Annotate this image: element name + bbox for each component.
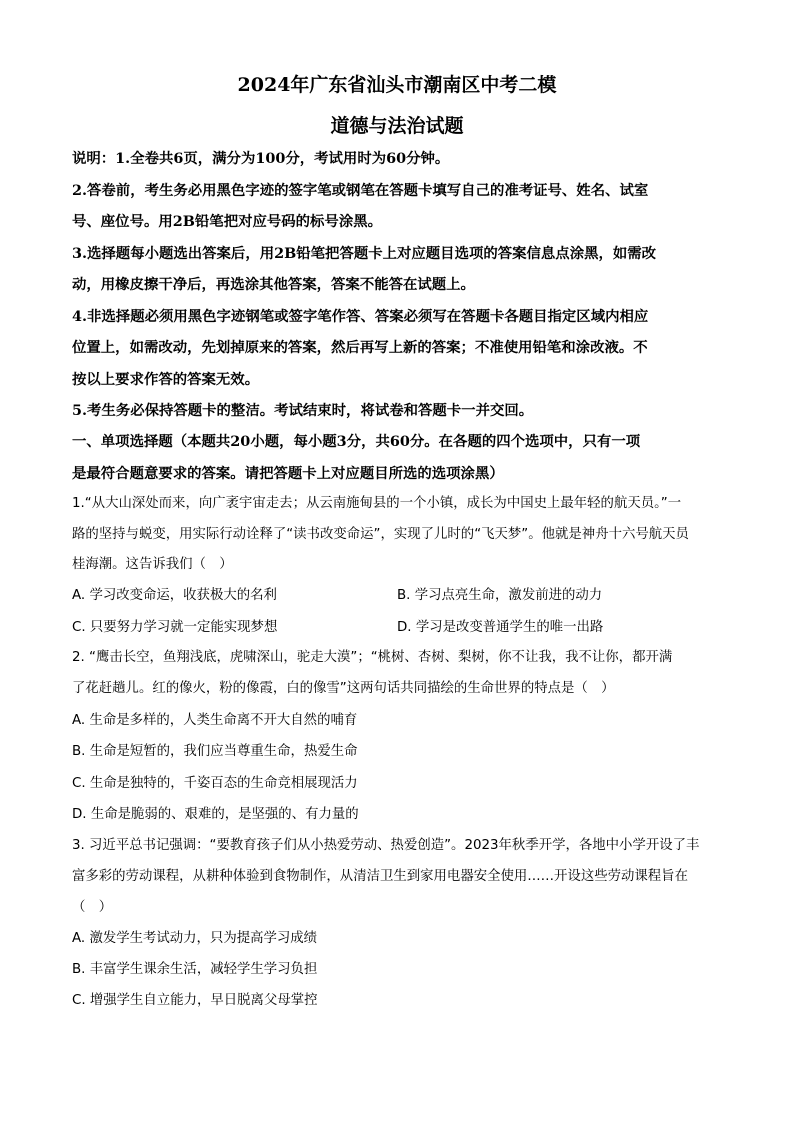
instruction-line: 说明：1.全卷共6页，满分为100分，考试用时为60分钟。 (72, 150, 450, 167)
instruction-line: 号、座位号。用2B铅笔把对应号码的标号涂黑。 (72, 213, 382, 230)
option-b: B. 生命是短暂的，我们应当尊重生命，热爱生命 (72, 744, 358, 759)
instruction-line: 按以上要求作答的答案无效。 (72, 371, 260, 388)
instruction-line: 位置上，如需改动，先划掉原来的答案，然后再写上新的答案；不准使用铅笔和涂改液。不 (72, 339, 648, 356)
option-b: B. 丰富学生课余生活，减轻学生学习负担 (72, 962, 318, 977)
option-c: C. 生命是独特的，千姿百态的生命竞相展现活力 (72, 776, 358, 791)
option-d: D. 生命是脆弱的、艰难的，是坚强的、有力量的 (72, 807, 359, 822)
question-text: 路的坚持与蜕变，用实际行动诠释了“读书改变命运”，实现了儿时的“飞天梦”。他就是神舟十六号航天员 (72, 527, 689, 542)
option-b: B. 学习点亮生命，激发前进的动力 (397, 588, 603, 603)
question-text: 富多彩的劳动课程，从耕种体验到食物制作，从清洁卫生到家用电器安全使用……开设这些劳动课程旨在 (72, 869, 688, 884)
instruction-line: 2.答卷前，考生务必用黑色字迹的签字笔或钢笔在答题卡填写自己的准考证号、姓名、试室 (72, 182, 649, 199)
question-text: （ ） (72, 900, 113, 915)
option-c: C. 只要努力学习就一定能实现梦想 (72, 620, 278, 635)
section-heading-line: 是最符合题意要求的答案。请把答题卡上对应题目所选的选项涂黑） (72, 465, 504, 482)
exam-title: 2024年广东省汕头市潮南区中考二模 (237, 74, 557, 96)
option-d: D. 学习是改变普通学生的唯一出路 (397, 620, 604, 635)
section-heading-line: 一、单项选择题（本题共20小题，每小题3分，共60分。在各题的四个选项中，只有一项 (72, 433, 641, 450)
option-c: C. 增强学生自立能力，早日脱离父母掌控 (72, 993, 318, 1008)
question-text: 1.“从大山深处而来，向广袤宇宙走去；从云南施甸县的一个小镇，成长为中国史上最年轻的航天员。”一 (72, 496, 682, 511)
question-text: 桂海潮。这告诉我们（ ） (72, 557, 233, 572)
instruction-line: 5.考生务必保持答题卡的整洁。考试结束时，将试卷和答题卡一并交回。 (72, 402, 534, 419)
question-text: 了花赶趟儿。红的像火，粉的像霞，白的像雪”这两句话共同描绘的生命世界的特点是（ ） (72, 681, 615, 696)
question-text: 3. 习近平总书记强调：“要教育孩子们从小热爱劳动、热爱创造”。2023年秋季开学，各地中小学开设了丰 (72, 838, 700, 853)
instruction-line: 动，用橡皮擦干净后，再选涂其他答案，答案不能答在试题上。 (72, 276, 475, 293)
option-a: A. 学习改变命运，收获极大的名利 (72, 588, 277, 603)
option-a: A. 生命是多样的，人类生命离不开大自然的哺育 (72, 713, 358, 728)
instruction-line: 4.非选择题必须用黑色字迹钢笔或签字笔作答、答案必须写在答题卡各题目指定区域内相应 (72, 308, 649, 325)
exam-subtitle: 道德与法治试题 (330, 115, 464, 137)
instruction-line: 3.选择题每小题选出答案后，用2B铅笔把答题卡上对应题目选项的答案信息点涂黑，如需改 (72, 245, 657, 262)
option-a: A. 激发学生考试动力，只为提高学习成绩 (72, 931, 318, 946)
question-text: 2. “鹰击长空，鱼翔浅底，虎啸深山，驼走大漠”；“桃树、杏树、梨树，你不让我，我不让你，都开满 (72, 650, 673, 665)
